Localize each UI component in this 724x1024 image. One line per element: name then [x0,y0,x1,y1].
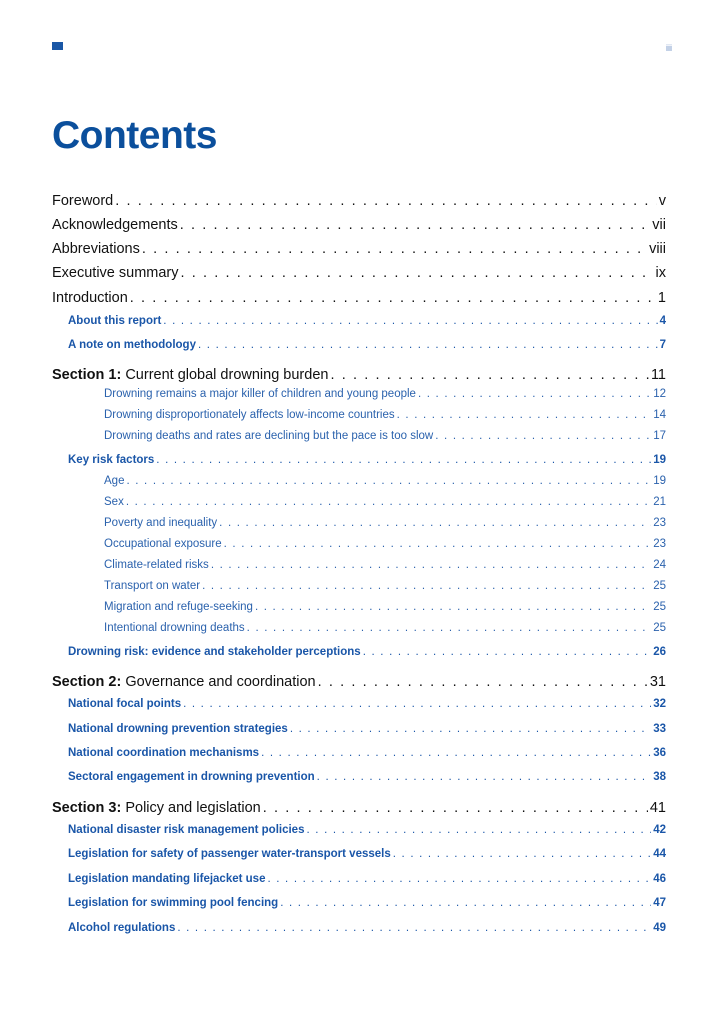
leader-dots [156,454,651,468]
toc-entry-major-killer[interactable] [104,388,666,402]
toc-entry-alcohol[interactable] [68,922,666,936]
leader-dots [393,848,651,862]
leader-dots [126,496,651,510]
toc-page: 19 [653,454,666,466]
section-prefix: Section 1: [52,367,122,383]
toc-entry-executive-summary[interactable] [52,265,666,282]
toc-label: A note on methodology [68,339,196,351]
leader-dots [202,580,651,594]
section-prefix: Section 3: [52,800,122,816]
toc-label: Climate-related risks [104,559,209,571]
toc-entry-note-on-methodology[interactable] [68,339,666,353]
toc-entry-section-2[interactable] [52,674,666,691]
toc-entry-climate[interactable] [104,559,666,573]
leader-dots [219,517,651,531]
toc-entry-poverty[interactable] [104,517,666,531]
leader-dots [198,339,658,353]
section-title: Policy and legislation [125,800,261,816]
toc-label: Occupational exposure [104,538,222,550]
toc-page: 36 [653,747,666,759]
leader-dots [247,622,652,636]
toc-label: Abbreviations [52,241,140,257]
toc-label: Introduction [52,290,128,306]
toc-page: 12 [653,388,666,400]
leader-dots [397,409,652,423]
toc-entry-sectoral-engagement[interactable] [68,771,666,785]
toc-page: 14 [653,409,666,421]
toc-label: National coordination mechanisms [68,747,260,759]
toc-page: 11 [650,367,666,383]
toc-page: 41 [649,800,666,816]
toc-entry-intentional[interactable] [104,622,666,636]
toc-entry-transport[interactable] [104,580,666,594]
toc-page: 25 [653,580,666,592]
toc-entry-coordination-mechanisms[interactable] [68,747,666,761]
toc-label: Drowning disproportionately affects low-income countries [104,409,395,421]
leader-dots [255,601,651,615]
leader-dots [180,217,651,234]
toc-page: 47 [653,897,666,909]
leader-dots [224,538,652,552]
toc-label: Legislation mandating lifejacket use [68,873,266,885]
leader-dots [183,698,651,712]
toc-entry-low-income[interactable] [104,409,666,423]
toc-page: 25 [653,601,666,613]
leader-dots [267,873,651,887]
toc-page: 19 [653,475,666,487]
toc-page: 21 [653,496,666,508]
toc-label [52,800,261,817]
leader-dots [163,315,657,329]
toc-label: Poverty and inequality [104,517,218,529]
toc-label [52,367,328,384]
toc-entry-age[interactable] [104,475,666,489]
toc-label: Drowning risk: evidence and stakeholder perceptions [68,646,361,658]
toc-page: viii [649,241,666,257]
leader-dots [306,824,651,838]
toc-entry-disaster-risk[interactable] [68,824,666,838]
toc-page: 7 [659,339,666,351]
toc-entry-passenger-vessels[interactable] [68,848,666,862]
leader-dots [317,771,652,785]
toc-label: Alcohol regulations [68,922,176,934]
leader-dots [177,922,651,936]
toc-entry-declining[interactable] [104,430,666,444]
leader-dots [142,241,647,258]
toc-page: 25 [653,622,666,634]
leader-dots [318,674,648,691]
toc-page: 33 [653,723,666,735]
leader-dots [290,723,651,737]
toc-label: Foreword [52,193,114,209]
toc-page: 17 [653,430,666,442]
toc-entry-section-3[interactable] [52,800,666,817]
section-title: Current global drowning burden [125,367,329,383]
toc-page: 38 [653,771,666,783]
toc-label: Legislation for safety of passenger water-transport vessels [68,848,391,860]
toc-label: National drowning prevention strategies [68,723,288,735]
leader-dots [115,193,657,210]
leader-dots [418,388,651,402]
leader-dots [211,559,651,573]
toc-label: Migration and refuge-seeking [104,601,253,613]
section-title: Governance and coordination [125,674,316,690]
leader-dots [330,367,648,384]
toc-label: National disaster risk management policies [68,824,305,836]
toc-entry-sex[interactable] [104,496,666,510]
toc-label: About this report [68,315,162,327]
toc-entry-lifejacket[interactable] [68,873,666,887]
toc-page: 42 [653,824,666,836]
leader-dots [280,897,651,911]
leader-dots [435,430,651,444]
toc-entry-introduction[interactable] [52,290,666,307]
toc-entry-abbreviations[interactable] [52,241,666,258]
toc-label: Age [104,475,125,487]
toc-entry-about-this-report[interactable] [68,315,666,329]
toc-label: Acknowledgements [52,217,178,233]
toc-page: 4 [659,315,666,327]
toc-label: Executive summary [52,265,179,281]
toc-page: 44 [653,848,666,860]
toc-entry-key-risk-factors[interactable] [68,454,666,468]
leader-dots [181,265,654,282]
toc-entry-drowning-risk[interactable] [68,646,666,660]
toc-label: National focal points [68,698,182,710]
toc-entry-section-1[interactable] [52,367,666,384]
toc-page: 23 [653,538,666,550]
toc-label: Key risk factors [68,454,155,466]
leader-dots [130,290,656,307]
toc-label: Transport on water [104,580,201,592]
toc-label: Drowning deaths and rates are declining but the pace is too slow [104,430,434,442]
page-number: iii [666,43,672,53]
toc-label: Sectoral engagement in drowning prevention [68,771,315,783]
toc-entry-focal-points[interactable] [68,698,666,712]
toc-entry-foreword[interactable] [52,193,666,210]
toc-page: 1 [657,290,666,306]
toc-label: Intentional drowning deaths [104,622,245,634]
page-title: Contents [52,114,217,157]
toc-label [52,674,316,691]
toc-page: 26 [653,646,666,658]
toc-page: 46 [653,873,666,885]
toc-label: Drowning remains a major killer of children and young people [104,388,416,400]
toc-entry-pool-fencing[interactable] [68,897,666,911]
toc-entry-acknowledgements[interactable] [52,217,666,234]
section-prefix: Section 2: [52,674,122,690]
toc-page: 23 [653,517,666,529]
toc-entry-prevention-strategies[interactable] [68,723,666,737]
leader-dots [261,747,651,761]
leader-dots [363,646,652,660]
toc-label: Sex [104,496,124,508]
toc-page: 31 [649,674,666,690]
toc-entry-occupational[interactable] [104,538,666,552]
toc-page: v [658,193,666,209]
toc-page: 24 [653,559,666,571]
toc-page: vii [652,217,666,233]
toc-page: ix [655,265,666,281]
toc-page: 49 [653,922,666,934]
toc-label: Legislation for swimming pool fencing [68,897,279,909]
leader-dots [263,800,648,817]
toc-page: 32 [653,698,666,710]
toc-entry-migration[interactable] [104,601,666,615]
leader-dots [126,475,651,489]
